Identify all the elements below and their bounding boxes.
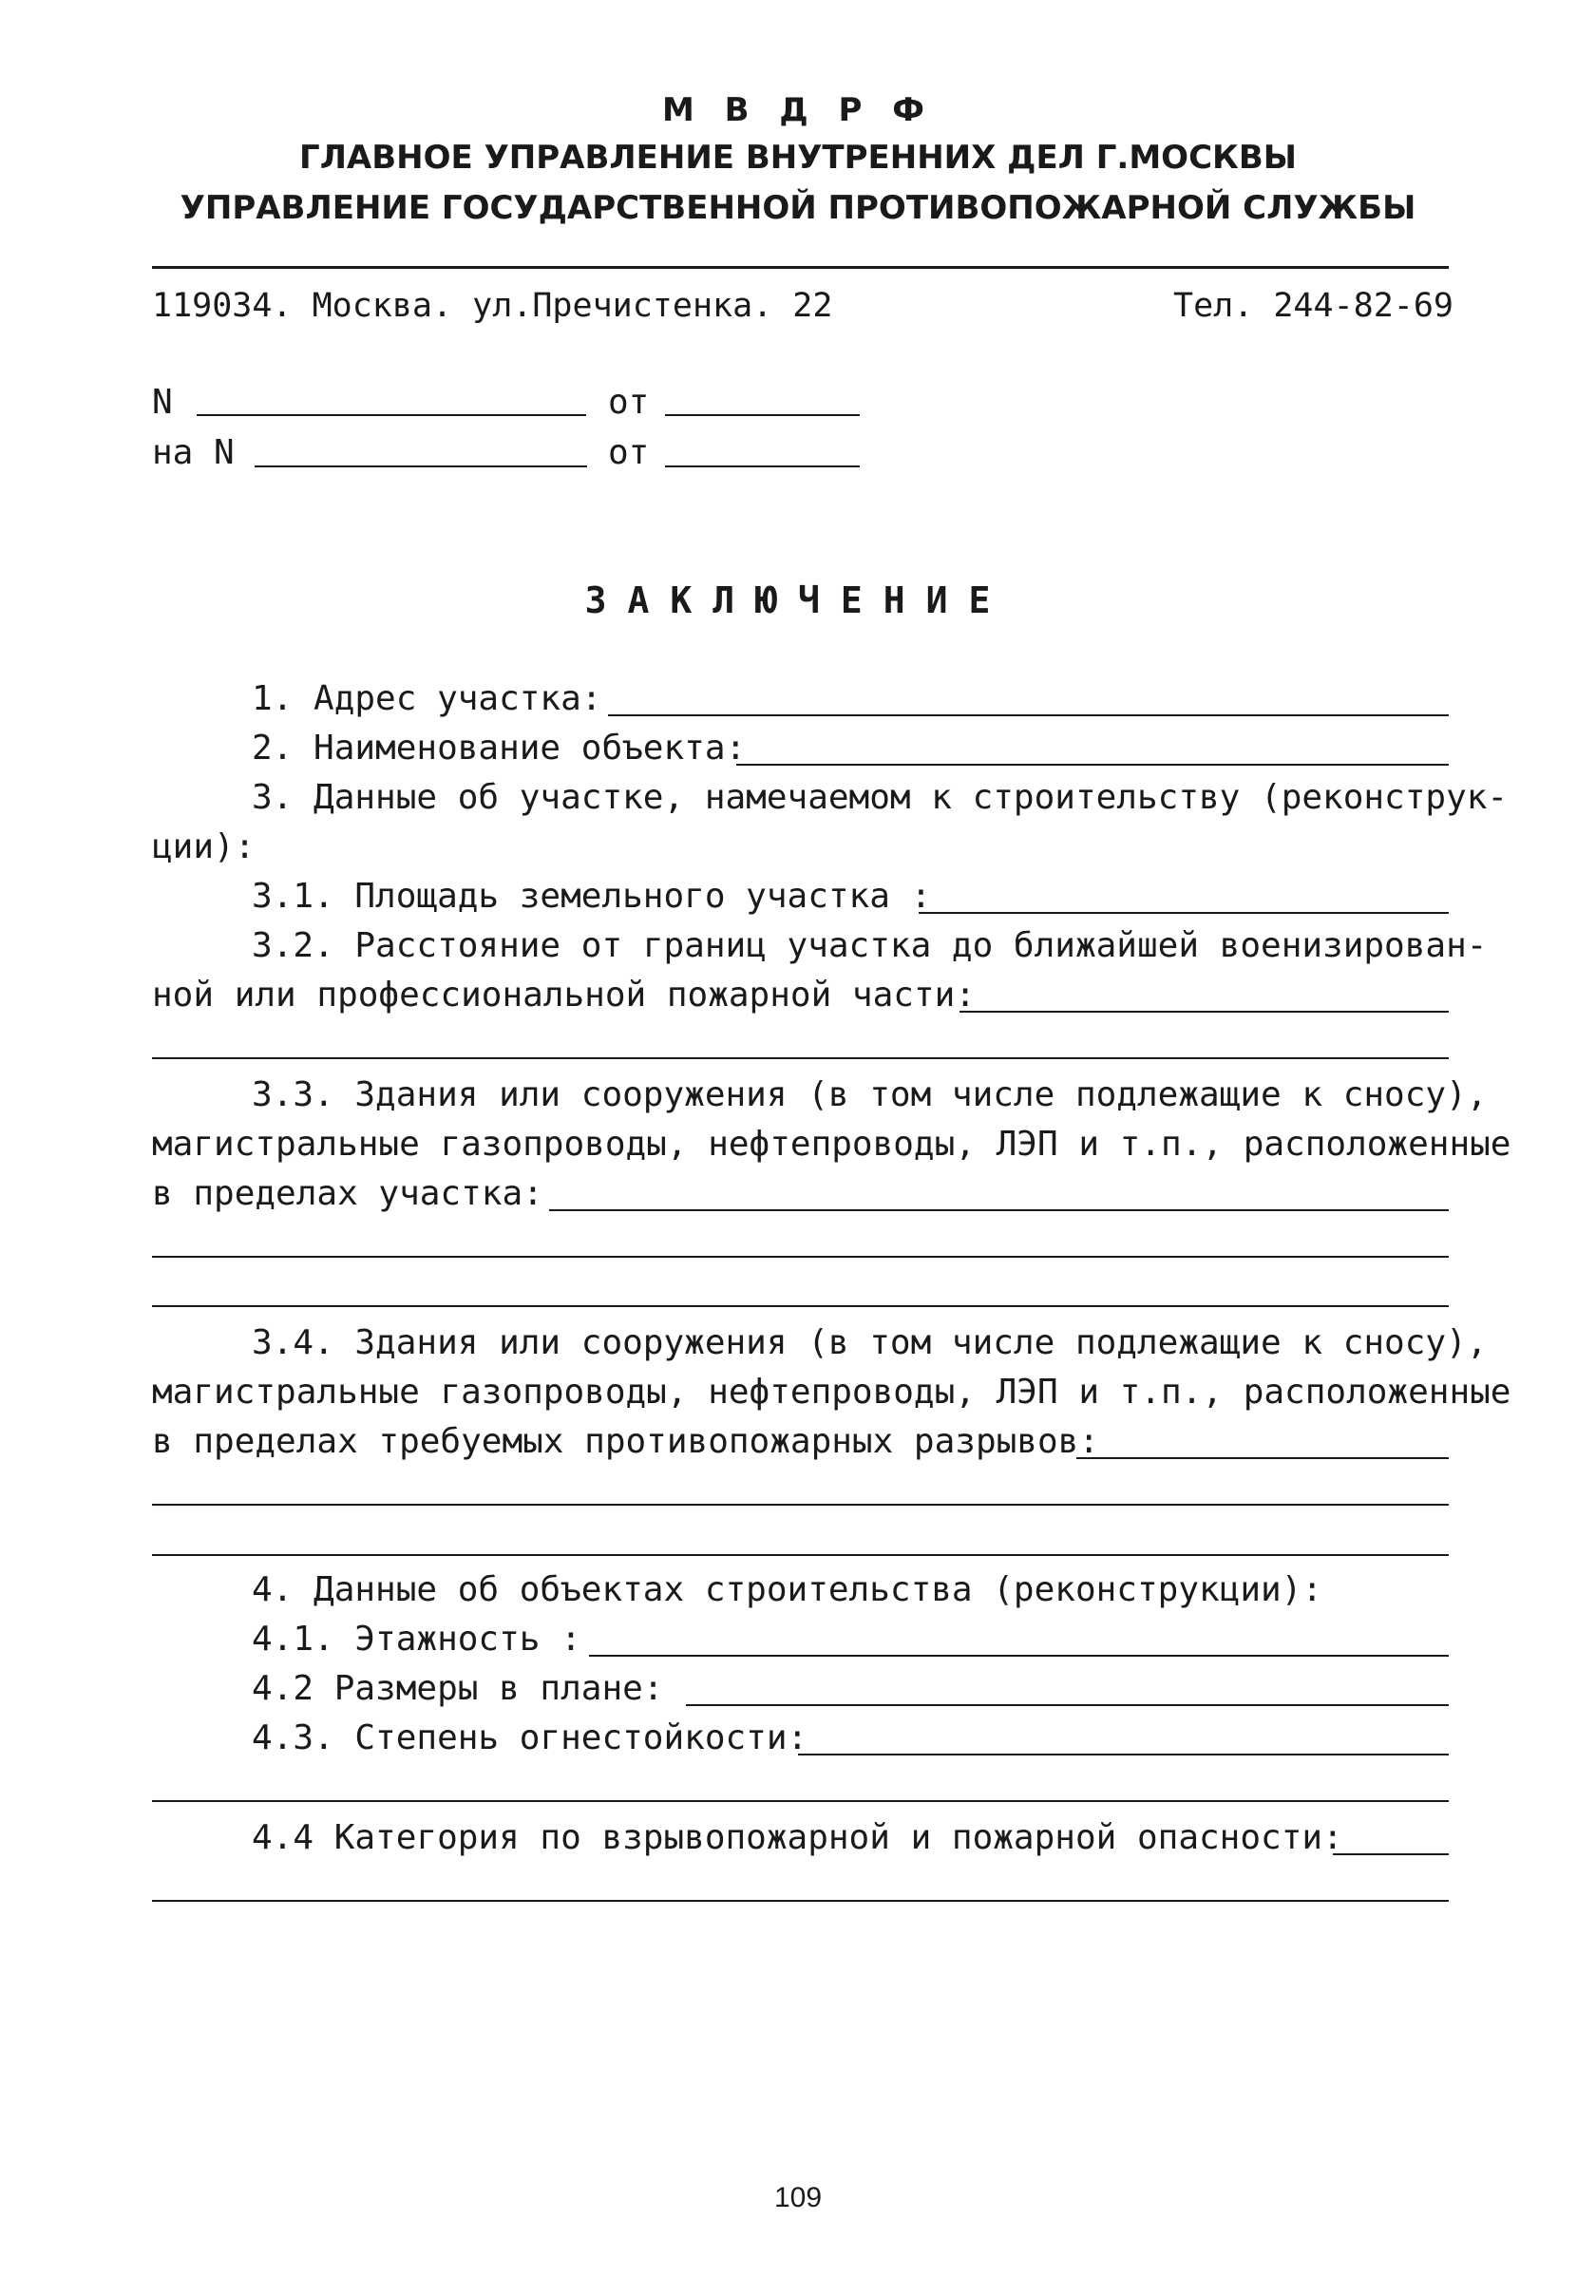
item-3-3-line-3: в пределах участка:	[152, 1174, 543, 1213]
item-4-4-label: 4.4 Категория по взрывопожарной и пожарной опасности:	[252, 1818, 1343, 1857]
header-divider	[152, 266, 1449, 269]
item-3-4-line-1: 3.4. Здания или сооружения (в том числе подлежащие к сносу),	[252, 1323, 1488, 1362]
item-3-4-field[interactable]	[1076, 1457, 1449, 1459]
item-3-4-field-extra-1[interactable]	[152, 1504, 1449, 1506]
number-date-label: от	[608, 383, 650, 422]
item-4-label: 4. Данные об объектах строительства (реконструкции):	[252, 1570, 1323, 1609]
item-3-1-label: 3.1. Площадь земельного участка :	[252, 877, 932, 916]
item-3-4-line-3: в пределах требуемых противопожарных разрывов:	[152, 1422, 1099, 1461]
item-3-line-1: 3. Данные об участке, намечаемом к строительству (реконструк-	[252, 778, 1509, 817]
reply-number-label: на N	[152, 433, 235, 472]
item-4-4-field[interactable]	[1333, 1853, 1449, 1855]
number-field[interactable]	[197, 414, 586, 416]
item-4-3-field-extra[interactable]	[152, 1800, 1449, 1802]
item-3-3-line-1: 3.3. Здания или сооружения (в том числе подлежащие к сносу),	[252, 1075, 1488, 1114]
item-4-1-label: 4.1. Этажность :	[252, 1620, 581, 1659]
item-4-2-field[interactable]	[686, 1704, 1449, 1706]
item-4-1-field[interactable]	[589, 1655, 1449, 1657]
item-3-4-field-extra-2[interactable]	[152, 1554, 1449, 1556]
reply-date-label: от	[608, 433, 650, 472]
reply-date-field[interactable]	[665, 465, 860, 467]
item-3-3-field-extra-2[interactable]	[152, 1305, 1449, 1307]
item-3-1-field[interactable]	[919, 912, 1449, 914]
ministry-heading: М В Д Р Ф	[661, 91, 934, 129]
item-4-4-field-extra[interactable]	[152, 1900, 1449, 1902]
item-4-2-label: 4.2 Размеры в плане:	[252, 1669, 664, 1708]
phone-text: Тел. 244-82-69	[1173, 287, 1454, 325]
number-date-field[interactable]	[665, 414, 860, 416]
page-number: 109	[773, 2182, 823, 2213]
item-3-2-line-2: ной или профессиональной пожарной части:	[152, 976, 976, 1015]
item-3-2-field-extra[interactable]	[152, 1057, 1449, 1059]
item-3-2-field[interactable]	[960, 1011, 1449, 1013]
item-4-3-field[interactable]	[798, 1754, 1449, 1755]
item-3-4-line-2: магистральные газопроводы, нефтепроводы, ЛЭП и т.п., расположенные	[152, 1373, 1511, 1412]
item-3-3-line-2: магистральные газопроводы, нефтепроводы, ЛЭП и т.п., расположенные	[152, 1125, 1511, 1164]
item-1-field[interactable]	[608, 714, 1449, 716]
item-4-3-label: 4.3. Степень огнестойкости:	[252, 1718, 808, 1757]
item-3-3-field-extra-1[interactable]	[152, 1256, 1449, 1258]
document-title: ЗАКЛЮЧЕНИЕ	[584, 579, 1012, 621]
service-heading: УПРАВЛЕНИЕ ГОСУДАРСТВЕННОЙ ПРОТИВОПОЖАРНОЙ СЛУЖБЫ	[180, 189, 1416, 227]
item-1-label: 1. Адрес участка:	[252, 679, 602, 718]
item-3-3-field[interactable]	[549, 1209, 1449, 1211]
department-heading: ГЛАВНОЕ УПРАВЛЕНИЕ ВНУТРЕННИХ ДЕЛ Г.МОСКВЫ	[299, 139, 1297, 177]
number-label: N	[152, 383, 173, 422]
item-3-line-2: ции):	[152, 827, 256, 866]
item-3-2-line-1: 3.2. Расстояние от границ участка до ближайшей военизирован-	[252, 926, 1488, 965]
item-2-label: 2. Наименование объекта:	[252, 729, 747, 768]
address-text: 119034. Москва. ул.Пречистенка. 22	[152, 287, 833, 325]
item-2-field[interactable]	[736, 764, 1449, 766]
reply-number-field[interactable]	[255, 465, 587, 467]
